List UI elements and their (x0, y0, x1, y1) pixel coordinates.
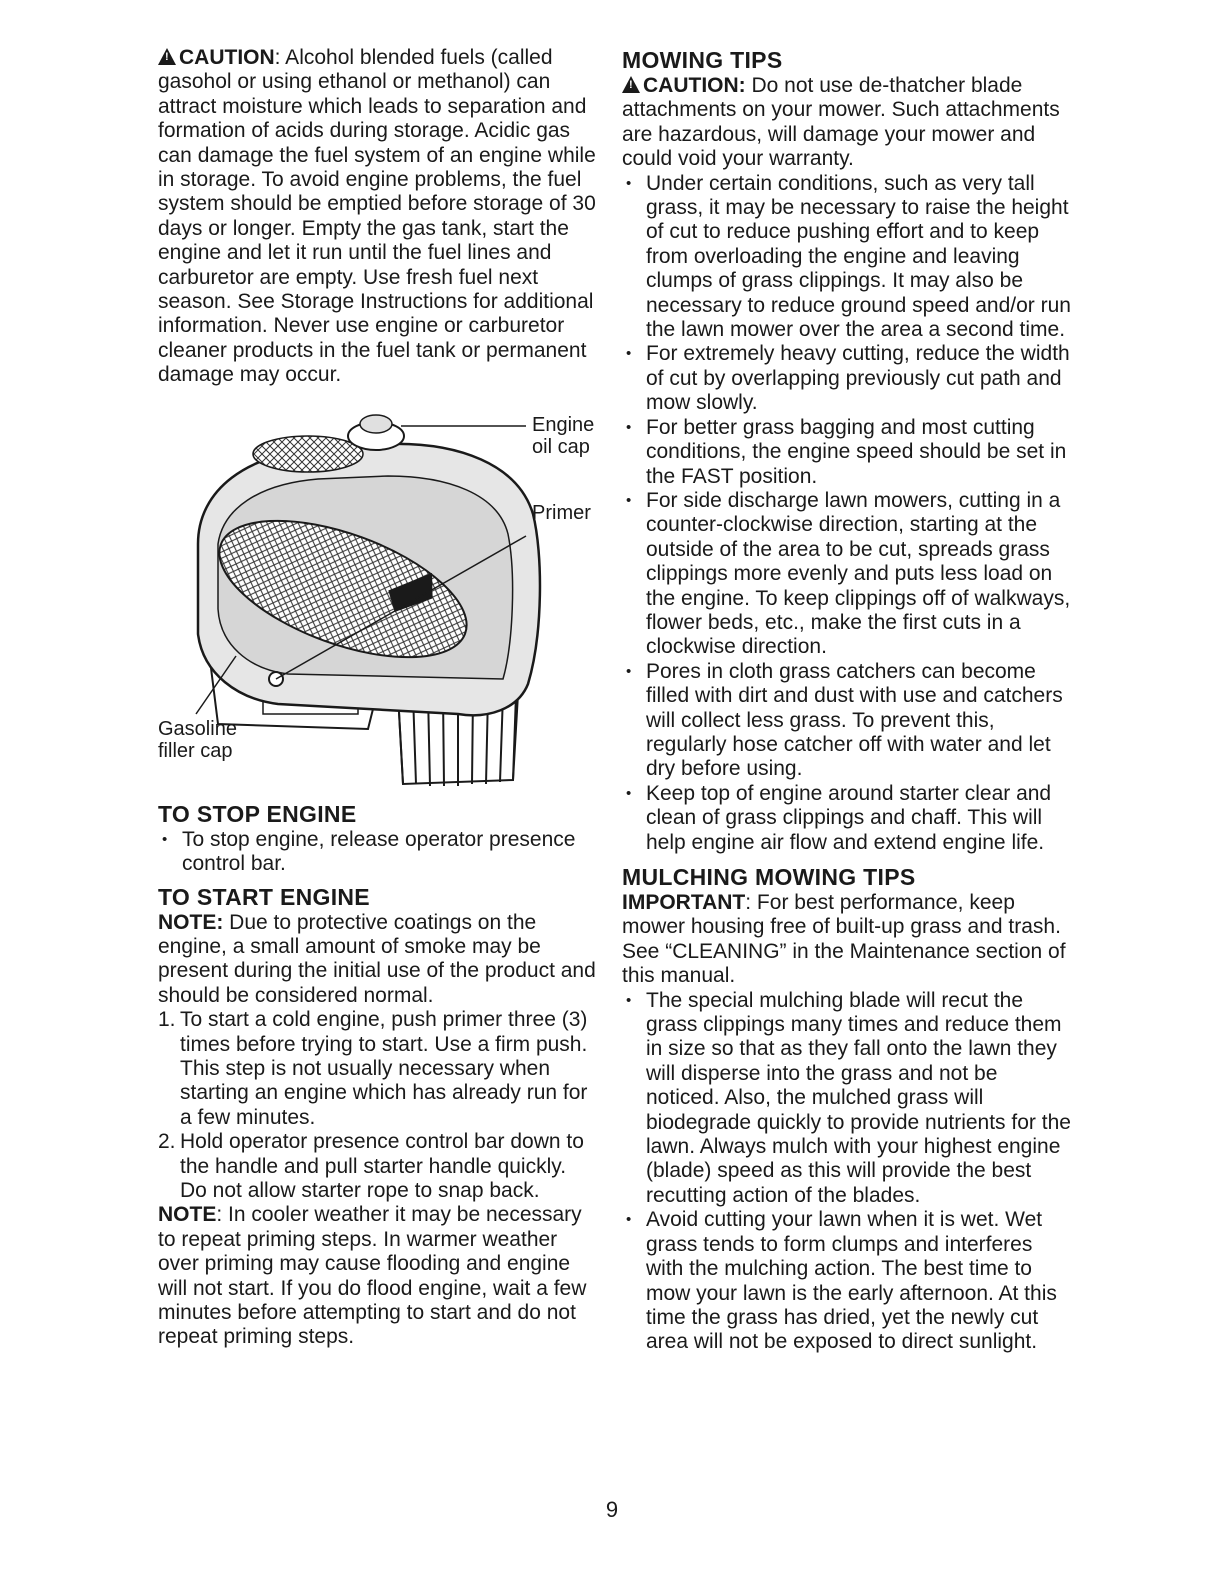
mulching-heading: MULCHING MOWING TIPS (622, 864, 916, 890)
dethatcher-caution-paragraph (622, 74, 1072, 172)
step-text: Hold operator presence control bar down to the handle and pull starter handle quickly. Do not allow starter rope to snap back. (180, 1130, 584, 1202)
start-steps-list (158, 1008, 598, 1203)
note-text: Due to protective coatings on the engine, a small amount of smoke may be present during the initial use of the product and should be considered normal. (158, 910, 596, 1007)
step-number: 2. (158, 1130, 176, 1154)
right-column (622, 46, 1072, 1355)
caution-label: CAUTION: (643, 74, 746, 97)
label-gasoline-filler-cap: Gasoline filler cap (158, 717, 237, 762)
list-item (158, 1008, 598, 1130)
list-item: • Pores in cloth grass catchers can become filled with dirt and dust with use and catchers will collect less grass. To prevent this, regularly hose catcher off with water and let dry before using. (622, 660, 1072, 782)
engine-figure (158, 394, 598, 794)
page-number: 9 (605, 1497, 619, 1522)
list-item: • Under certain conditions, such as very tall grass, it may be necessary to raise the height of cut to reduce pushing effort and to keep from overloading the engine and leaving clumps of grass clippings. It may also be necessary to reduce ground speed and/or run the lawn mower over the area a second time. (622, 172, 1072, 343)
list-item: • For side discharge lawn mowers, cutting in a counter-clockwise direction, starting at the outside of the area to be cut, spreads grass clippings more evenly and puts less load on the engine. To keep clippings off of walkways, flower beds, etc., make the first cuts in a clockwise direction. (622, 489, 1072, 660)
stop-engine-list (158, 828, 598, 877)
list-item: • For extremely heavy cutting, reduce the width of cut by overlapping previously cut path and mow slowly. (622, 342, 1072, 415)
fuel-caution-paragraph (158, 46, 598, 388)
warning-triangle-icon (158, 48, 176, 65)
left-column (158, 46, 598, 1350)
list-item: • To stop engine, release operator presence control bar. (158, 828, 598, 877)
list-item: • Keep top of engine around starter clear and clean of grass clippings and chaff. This will help engine air flow and extend engine life. (622, 782, 1072, 855)
warning-triangle-icon (622, 76, 640, 93)
caution-label: CAUTION (179, 46, 275, 69)
note-label: NOTE: (158, 910, 224, 934)
label-engine-oil-cap: Engine oil cap (532, 413, 595, 458)
caution-text: Do not use de-thatcher blade attachments on your mower. Such attachments are hazardous, will damage your mower and could void your warranty. (622, 74, 1060, 171)
list-item (158, 1130, 598, 1203)
list-item: • Avoid cutting your lawn when it is wet. Wet grass tends to form clumps and interferes with the mulching action. The best time to mow your lawn is the early afternoon. At this time the grass has dried, yet the newly cut area will not be exposed to direct sunlight. (622, 1208, 1072, 1354)
weather-note-paragraph (158, 1203, 598, 1349)
important-text: : For best performance, keep mower housing free of built-up grass and trash. See “CLEANING” in the Maintenance section of this manual. (622, 891, 1066, 988)
important-paragraph (622, 891, 1072, 989)
step-text: To start a cold engine, push primer three (3) times before trying to start. Use a firm push. This step is not usually necessary when starting an engine which has already run for a few minutes. (180, 1008, 588, 1129)
important-label: IMPORTANT (622, 891, 746, 914)
label-primer: Primer (532, 501, 591, 524)
mulching-tips-list (622, 989, 1072, 1355)
mowing-tips-heading: MOWING TIPS (622, 47, 783, 73)
note-label: NOTE (158, 1203, 217, 1227)
start-engine-heading: TO START ENGINE (158, 883, 370, 910)
stop-engine-heading: TO STOP ENGINE (158, 800, 357, 827)
step-number: 1. (158, 1008, 176, 1032)
list-item: • The special mulching blade will recut the grass clippings many times and reduce them in size so that as they fall onto the lawn they will disperse into the grass and not be noticed. Also, the mulched grass will biodegrade quickly to provide nutrients for the lawn. Always mulch with your highest engine (blade) speed as this will provide the best recutting action of the blades. (622, 989, 1072, 1209)
mowing-tips-list (622, 172, 1072, 855)
start-note-paragraph (158, 911, 598, 1009)
note-text: : In cooler weather it may be necessary to repeat priming steps. In warmer weather over priming may cause flooding and engine will not start. If you do flood engine, wait a few minutes before attempting to start and do not repeat priming steps. (158, 1203, 587, 1349)
list-item: • For better grass bagging and most cutting conditions, the engine speed should be set in the FAST position. (622, 416, 1072, 489)
caution-text: : Alcohol blended fuels (called gasohol or using ethanol or methanol) can attract moisture which leads to separation and formation of acids during storage. Acidic gas can damage the fuel system of an engine while in storage. To avoid engine problems, the fuel system should be emptied before storage of 30 days or longer. Empty the gas tank, start the engine and let it run until the fuel lines and carburetor are empty. Use fresh fuel next season. See Storage Instructions for additional information. Never use engine or carburetor cleaner products in the fuel tank or permanent damage may occur. (158, 46, 596, 387)
